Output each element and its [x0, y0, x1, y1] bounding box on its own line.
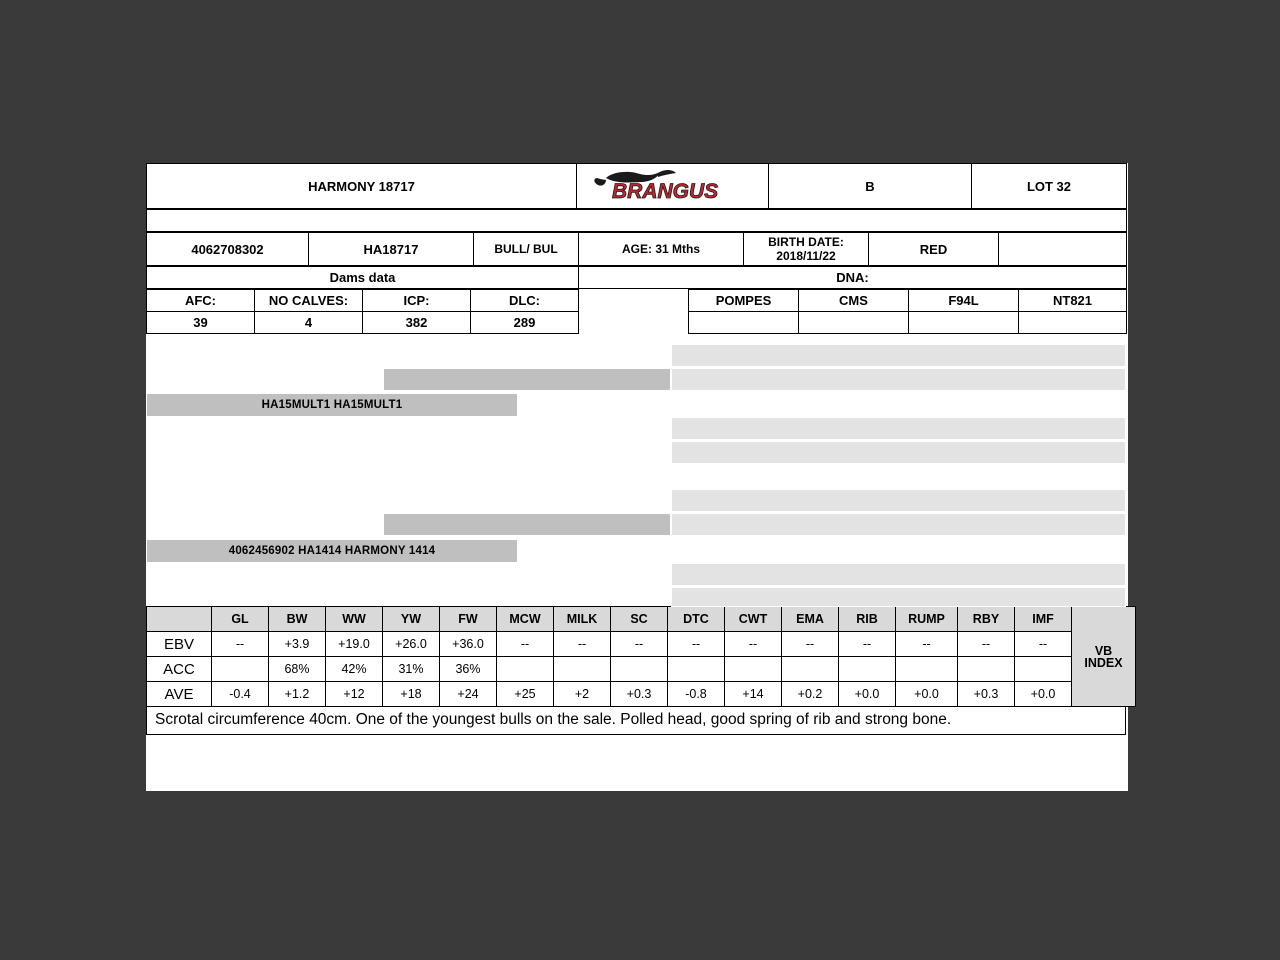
section-title-row — [147, 267, 1127, 289]
ebv-acc-rib — [839, 657, 896, 682]
breeder-banner-table — [146, 209, 1127, 232]
vb-index-line2: INDEX — [1084, 655, 1123, 670]
no-calves-label: NO CALVES: — [255, 290, 363, 312]
pedigree-cell-gg6 — [671, 513, 1126, 536]
dna-title: DNA: — [579, 267, 1127, 289]
ebv-row-ebv — [147, 632, 1136, 657]
identity-extra — [999, 233, 1127, 266]
pedigree-chart — [146, 334, 1126, 606]
ebv-col-mcw: MCW — [497, 607, 554, 632]
pedigree-cell-gg7 — [671, 563, 1126, 586]
ebv-ebv-imf: -- — [1015, 632, 1072, 657]
vb-index-line1: VB — [1094, 643, 1113, 658]
header-table — [146, 163, 1127, 209]
ebv-ave-milk: +2 — [554, 682, 611, 707]
pedigree-cell-gg5 — [671, 489, 1126, 512]
ebv-acc-bw: 68% — [269, 657, 326, 682]
afc-value: 39 — [147, 312, 255, 334]
ebv-acc-gl — [212, 657, 269, 682]
identity-table — [146, 232, 1127, 266]
pedigree-cell-gg8 — [671, 587, 1126, 607]
breeder-name: GREEN AJ — [147, 210, 1127, 232]
ebv-acc-dtc — [668, 657, 725, 682]
brangus-logo-svg — [588, 166, 758, 206]
ebv-ave-fw: +24 — [440, 682, 497, 707]
no-calves-value: 4 — [255, 312, 363, 334]
breeder-banner-row — [147, 210, 1127, 232]
ebv-ave-ema: +0.2 — [782, 682, 839, 707]
ebv-col-rump: RUMP — [896, 607, 958, 632]
ebv-ebv-mcw: -- — [497, 632, 554, 657]
ebv-acc-milk — [554, 657, 611, 682]
pedigree-cell-g2 — [383, 513, 671, 536]
cms-label: CMS — [799, 290, 909, 312]
ebv-ave-rby: +0.3 — [958, 682, 1015, 707]
lot-number: LOT 32 — [972, 164, 1127, 209]
dams-dna-labels-row — [147, 290, 1127, 312]
ebv-ebv-fw: +36.0 — [440, 632, 497, 657]
nt821-value — [1019, 312, 1127, 334]
ebv-ebv-ww: +19.0 — [326, 632, 383, 657]
ebv-col-cwt: CWT — [725, 607, 782, 632]
ebv-col-fw: FW — [440, 607, 497, 632]
ebv-ebv-rby: -- — [958, 632, 1015, 657]
f94l-value — [909, 312, 1019, 334]
ebv-ave-ww: +12 — [326, 682, 383, 707]
ebv-col-ww: WW — [326, 607, 383, 632]
ebv-col-sc: SC — [611, 607, 668, 632]
ebv-ebv-milk: -- — [554, 632, 611, 657]
ebv-ave-imf: +0.0 — [1015, 682, 1072, 707]
ebv-col-vb-index — [1072, 607, 1136, 707]
ebv-ebv-cwt: -- — [725, 632, 782, 657]
animal-tag: HA18717 — [309, 233, 474, 266]
ebv-col-bw: BW — [269, 607, 326, 632]
ebv-acc-mcw — [497, 657, 554, 682]
ebv-acc-rby — [958, 657, 1015, 682]
ebv-ebv-rump: -- — [896, 632, 958, 657]
ebv-acc-cwt — [725, 657, 782, 682]
pompes-value — [689, 312, 799, 334]
ebv-ave-bw: +1.2 — [269, 682, 326, 707]
afc-label: AFC: — [147, 290, 255, 312]
f94l-label: F94L — [909, 290, 1019, 312]
cms-value — [799, 312, 909, 334]
ebv-ave-dtc: -0.8 — [668, 682, 725, 707]
pedigree-dam: 4062456902 HA1414 HARMONY 1414 — [146, 539, 518, 563]
ebv-ave-cwt: +14 — [725, 682, 782, 707]
ebv-ave-rib: +0.0 — [839, 682, 896, 707]
colour-value: RED — [869, 233, 999, 266]
ebv-ave-sc: +0.3 — [611, 682, 668, 707]
pedigree-sire: HA15MULT1 HA15MULT1 — [146, 393, 518, 417]
ebv-col-dtc: DTC — [668, 607, 725, 632]
catalogue-sheet — [146, 163, 1128, 791]
ebv-col-rby: RBY — [958, 607, 1015, 632]
ebv-row-label-ave: AVE — [147, 682, 212, 707]
ebv-acc-ema — [782, 657, 839, 682]
pedigree-cell-gg1 — [671, 344, 1126, 367]
ebv-ave-mcw: +25 — [497, 682, 554, 707]
ebv-col-rib: RIB — [839, 607, 896, 632]
icp-value: 382 — [363, 312, 471, 334]
ebv-header-row — [147, 607, 1136, 632]
dlc-value: 289 — [471, 312, 579, 334]
ebv-acc-sc — [611, 657, 668, 682]
pedigree-cell-gg4 — [671, 441, 1126, 464]
dams-data-title: Dams data — [147, 267, 579, 289]
header-row — [147, 164, 1127, 209]
identity-row — [147, 233, 1127, 266]
nt821-label: NT821 — [1019, 290, 1127, 312]
ebv-col-ema: EMA — [782, 607, 839, 632]
pedigree-cell-g1 — [383, 368, 671, 391]
ebv-ebv-bw: +3.9 — [269, 632, 326, 657]
ebv-col-imf: IMF — [1015, 607, 1072, 632]
ebv-acc-ww: 42% — [326, 657, 383, 682]
ebv-row-acc — [147, 657, 1136, 682]
ebv-col-blank — [147, 607, 212, 632]
brangus-logo-cell — [577, 164, 769, 209]
ebv-acc-rump — [896, 657, 958, 682]
ebv-row-label-acc: ACC — [147, 657, 212, 682]
ebv-ave-yw: +18 — [383, 682, 440, 707]
dams-dna-values-row — [147, 312, 1127, 334]
birth-date-value: BIRTH DATE: 2018/11/22 — [744, 233, 869, 266]
ebv-row-label-ebv: EBV — [147, 632, 212, 657]
pedigree-cell-gg2 — [671, 368, 1126, 391]
ebv-ebv-ema: -- — [782, 632, 839, 657]
ebv-col-milk: MILK — [554, 607, 611, 632]
registration-number: 4062708302 — [147, 233, 309, 266]
ebv-col-gl: GL — [212, 607, 269, 632]
animal-note: Scrotal circumference 40cm. One of the youngest bulls on the sale. Polled head, good spring of rib and strong bone. — [146, 707, 1126, 735]
age-value: AGE: 31 Mths — [579, 233, 744, 266]
dlc-label: DLC: — [471, 290, 579, 312]
ebv-ave-rump: +0.0 — [896, 682, 958, 707]
ebv-ebv-sc: -- — [611, 632, 668, 657]
dams-dna-label-table — [146, 289, 1127, 334]
ebv-col-yw: YW — [383, 607, 440, 632]
ebv-acc-yw: 31% — [383, 657, 440, 682]
ebv-ebv-rib: -- — [839, 632, 896, 657]
ebv-table — [146, 606, 1136, 707]
spacer-cell-2 — [579, 312, 689, 334]
sex-value: BULL/ BUL — [474, 233, 579, 266]
ebv-acc-imf — [1015, 657, 1072, 682]
ebv-ebv-dtc: -- — [668, 632, 725, 657]
pedigree-cell-gg3 — [671, 417, 1126, 440]
spacer-cell — [579, 290, 689, 312]
icp-label: ICP: — [363, 290, 471, 312]
ebv-ebv-gl: -- — [212, 632, 269, 657]
animal-name: HARMONY 18717 — [147, 164, 577, 209]
brangus-logo-icon — [580, 166, 765, 206]
ebv-row-ave — [147, 682, 1136, 707]
svg-text:BRANGUS: BRANGUS — [611, 180, 718, 203]
ebv-ave-gl: -0.4 — [212, 682, 269, 707]
section-title-table — [146, 266, 1127, 289]
pompes-label: POMPES — [689, 290, 799, 312]
grade-letter: B — [769, 164, 972, 209]
ebv-ebv-yw: +26.0 — [383, 632, 440, 657]
ebv-acc-fw: 36% — [440, 657, 497, 682]
